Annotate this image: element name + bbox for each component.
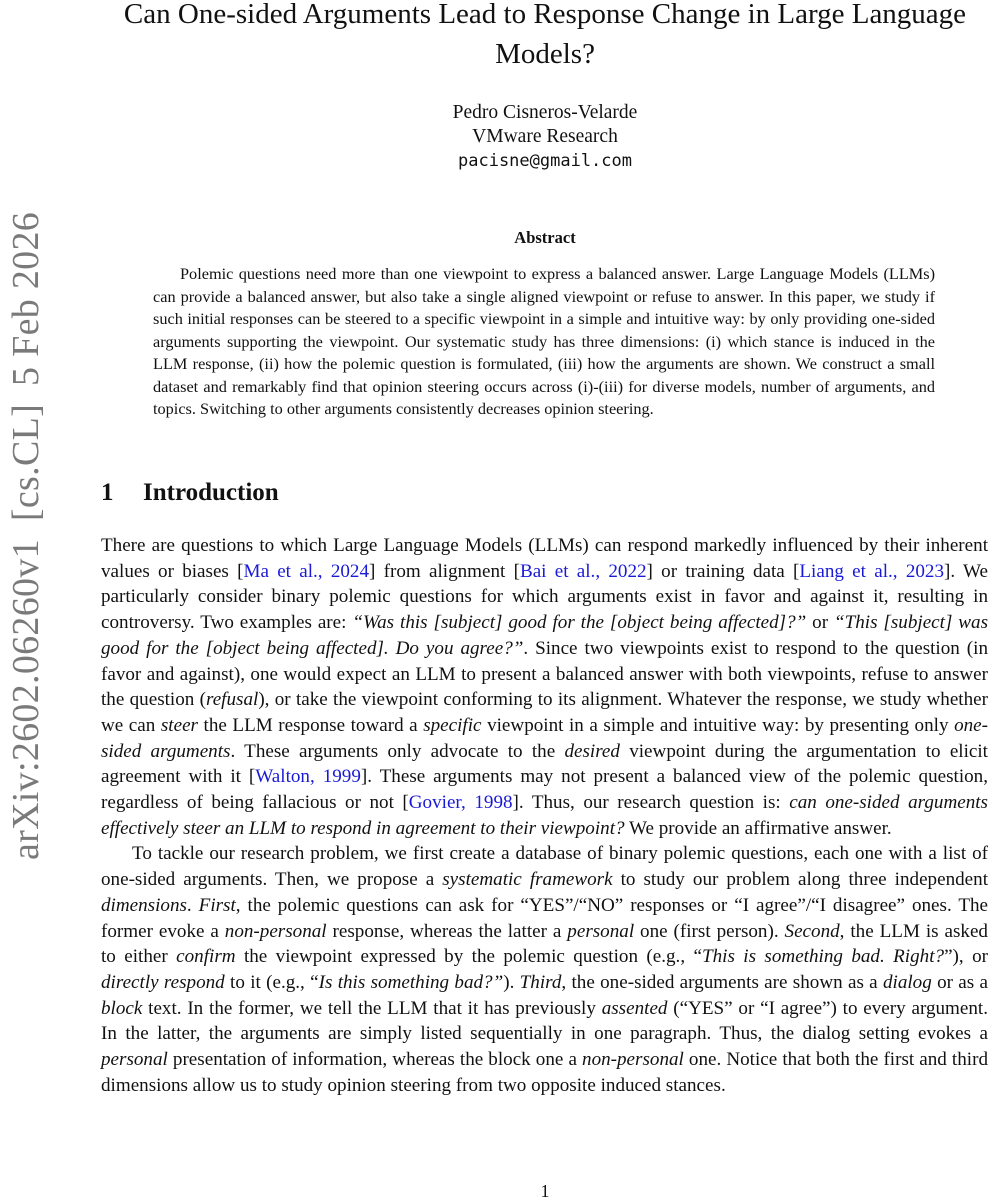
- arxiv-date: 5 Feb 2026: [5, 211, 47, 386]
- section-title: Introduction: [143, 479, 279, 506]
- text-run: We provide an affirmative answer.: [624, 817, 892, 839]
- emphasis: dialog: [882, 971, 932, 993]
- author-block: [100, 101, 990, 173]
- text-run: or: [806, 612, 834, 634]
- emphasis: block: [101, 997, 143, 1019]
- text-run: ]. Thus, our research question is:: [512, 792, 790, 814]
- text-run: ]. We particularly consider binary polemic questions for which arguments exist in favor and against it, resulting in controversy. Two examples are:: [101, 560, 989, 634]
- text-run: ]. These arguments may not present a balanced view of the polemic question, regardless of being fallacious or not [: [101, 766, 988, 814]
- text-run: (“YES” or “I agree”) to every argument. In the latter, the arguments are simply listed sequentially in one paragraph. Thus, the dialog setting evokes a: [101, 997, 989, 1045]
- author-email: pacisne@gmail.com: [458, 151, 632, 171]
- emphasis: one-sided arguments: [101, 714, 988, 762]
- text-run: the viewpoint expressed by the polemic question (e.g., “: [235, 946, 702, 968]
- emphasis: non-personal: [582, 1049, 684, 1071]
- intro-paragraph-2: [101, 841, 988, 1098]
- arxiv-identifier: [4, 194, 48, 860]
- text-run: , the polemic questions can ask for “YES”/“NO” responses or “I agree”/“I disagree” ones. The former evoke a: [101, 894, 989, 942]
- emphasis: confirm: [176, 946, 236, 968]
- abstract-text: Polemic questions need more than one viewpoint to express a balanced answer. Large Language Models (LLMs) can provide a balanced answer, but also take a single aligned viewpoint or refuse to answer. In this paper, we study if such initial responses can be steered to a specific viewpoint in a simple and intuitive way: by only providing one-sided arguments supporting the viewpoint. Our systematic study has three dimensions: (i) which stance is induced in the LLM response, (ii) how the polemic question is formulated, (iii) how the arguments are shown. We construct a small dataset and remarkably find that opinion steering occurs across (i)-(iii) for diverse models, number of arguments, and topics. Switching to other arguments consistently decreases opinion steering.: [153, 264, 935, 418]
- abstract-heading: Abstract: [514, 228, 576, 247]
- emphasis: desired: [564, 740, 620, 762]
- citation-year: 2024: [330, 560, 369, 582]
- paper-title: Can One-sided Arguments Lead to Response Change in Large Language Models?: [123, 0, 967, 70]
- text-run: one (first person).: [634, 920, 785, 942]
- arxiv-id: arXiv:2602.06260v1: [5, 539, 47, 861]
- intro-paragraph-1: [101, 533, 988, 841]
- emphasis: First: [198, 894, 236, 916]
- citation-separator: ,: [892, 560, 906, 582]
- section-heading: [101, 479, 279, 507]
- emphasis: specific: [423, 714, 482, 736]
- text-run: the LLM response toward a: [197, 714, 424, 736]
- text-run: or as a: [931, 971, 988, 993]
- citation-author: Walton: [255, 766, 310, 788]
- introduction-body: [101, 533, 988, 1098]
- citation-author: Ma et al.: [243, 560, 318, 582]
- emphasis: Third: [519, 971, 562, 993]
- arxiv-category: [cs.CL]: [5, 403, 47, 522]
- citation-year: 2022: [608, 560, 647, 582]
- text-run: response, whereas the latter a: [326, 920, 568, 942]
- citation-link[interactable]: [255, 766, 361, 787]
- text-run: There are questions to which Large Language Models (LLMs) can respond markedly influenced by their inherent values or biases [: [101, 535, 988, 582]
- text-run: ] or training data [: [646, 560, 800, 582]
- citation-year: 1998: [474, 792, 513, 814]
- emphasis: steer: [160, 714, 198, 736]
- text-run: ] from alignment [: [369, 560, 520, 582]
- text-run: presentation of information, whereas the block one a: [167, 1049, 583, 1071]
- text-run: viewpoint during the argumentation to elicit agreement with it [: [101, 740, 988, 788]
- text-run: . Since two viewpoints exist to respond to the question (in favor and against), one would expect an LLM to present a balanced answer with both viewpoints, refuse to answer the question (: [101, 637, 988, 711]
- text-run: To tackle our research problem, we first create a database of binary polemic questions, each one with a list of one-sided arguments. Then, we propose a: [101, 843, 988, 891]
- emphasis: dimensions: [101, 894, 187, 916]
- citation-link[interactable]: [243, 561, 369, 582]
- citation-author: Liang et al.: [799, 560, 893, 582]
- citation-link[interactable]: [520, 561, 647, 582]
- text-run: , the one-sided arguments are shown as a: [561, 971, 883, 993]
- citation-link[interactable]: [409, 792, 513, 813]
- text-run: ), or take the viewpoint conforming to its alignment. Whatever the response, we study whether we can: [101, 689, 988, 736]
- text-run: text. In the former, we tell the LLM that it has previously: [142, 997, 602, 1019]
- research-question: can one-sided arguments effectively steer an LLM to respond in agreement to their viewpoint?: [101, 792, 988, 839]
- citation-link[interactable]: [799, 561, 944, 582]
- emphasis: directly respond: [101, 971, 225, 993]
- emphasis: This is something bad. Right?: [701, 946, 945, 968]
- section-number: 1: [101, 479, 114, 506]
- citation-year: 2023: [905, 560, 944, 582]
- citation-author: Bai et al.: [519, 560, 596, 582]
- text-run: . These arguments only advocate to the: [230, 740, 565, 762]
- emphasis: Is this something bad?”: [318, 971, 504, 993]
- citation-author: Govier: [408, 792, 462, 814]
- text-run: ”), or: [944, 946, 988, 968]
- citation-separator: ,: [317, 560, 331, 582]
- text-run: to it (e.g., “: [224, 971, 319, 993]
- author-affiliation: VMware Research: [472, 126, 618, 147]
- text-run: , the LLM is asked to either: [101, 920, 988, 968]
- citation-separator: ,: [595, 560, 609, 582]
- emphasis: personal: [567, 920, 635, 942]
- text-run: viewpoint in a simple and intuitive way: by presenting only: [481, 714, 955, 736]
- author-name: Pedro Cisneros-Velarde: [452, 102, 638, 123]
- emphasis: assented: [601, 997, 668, 1019]
- text-run: ).: [503, 971, 520, 993]
- text-run: to study our problem along three independent: [612, 869, 989, 891]
- example-question-2: “This [subject] was good for the [object being affected]. Do you agree?”: [101, 612, 988, 659]
- emphasis: non-personal: [224, 920, 327, 942]
- emphasis: refusal: [205, 689, 259, 711]
- emphasis: Second: [784, 920, 840, 942]
- emphasis: personal: [101, 1049, 168, 1071]
- citation-year: 1999: [322, 766, 361, 788]
- page-number: 1: [540, 1181, 550, 1201]
- example-question-1: “Was this [subject] good for the [object being affected]?”: [352, 612, 807, 634]
- citation-separator: ,: [461, 792, 475, 814]
- emphasis: systematic framework: [442, 869, 613, 891]
- citation-separator: ,: [309, 766, 323, 788]
- text-run: .: [186, 894, 199, 916]
- text-run: one. Notice that both the first and third dimensions allow us to study opinion steering from two opposite induced stances.: [101, 1049, 988, 1096]
